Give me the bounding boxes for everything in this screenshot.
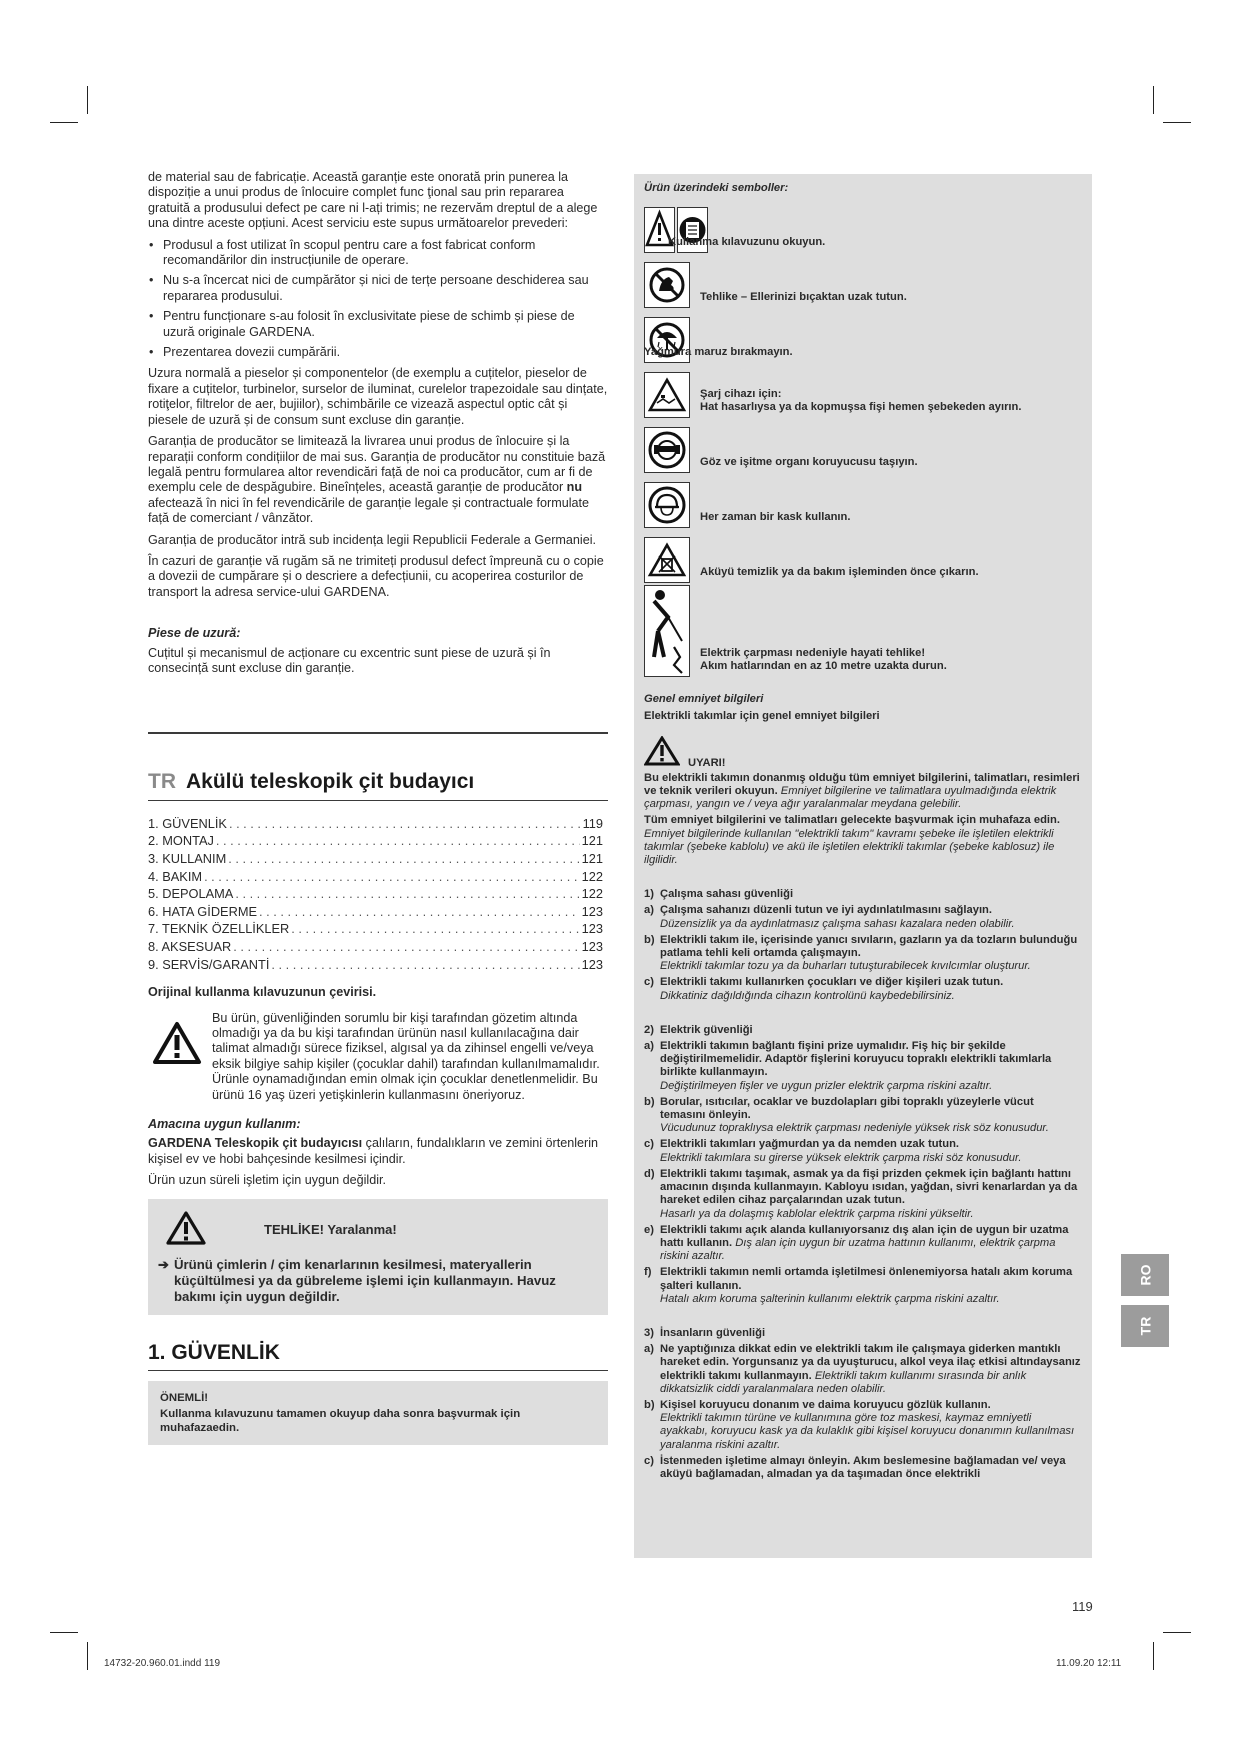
subsection-heading: 2) Elektrik güvenliği <box>644 1024 1082 1037</box>
warranty-text-2: afectează în nici în fel revendicările de garanție legale și contractuale formulate față de comerciant / vânzător. <box>148 495 590 526</box>
toc-title: 2. MONTAJ <box>148 833 214 849</box>
item-bold: Elektrikli takımı açık alanda kullanıyorsanız dış alan için de uygun bir uzatma hattı kullanın. <box>660 1223 1069 1249</box>
symbol-text-2: Hat hasarlıysa ya da kopmuşsa fişi hemen şebekeden ayırın. <box>700 401 1022 413</box>
item-bold: Elektrikli takımları yağmurdan ya da nemden uzak tutun. <box>660 1138 960 1151</box>
crop-mark <box>50 1632 78 1633</box>
symbol-row <box>634 363 1092 418</box>
item-bold: Elektrikli takım ile, içerisinde yanıcı sıvıların, gazların ya da tozların bulunduğu patlama tehli keli ortamda çalışmayın. <box>660 933 1078 960</box>
danger-box <box>148 1199 608 1315</box>
list-item <box>644 1455 1082 1481</box>
toc-row[interactable] <box>148 885 603 903</box>
toc-row[interactable] <box>148 920 603 938</box>
warning-bold: Bu elektrikli takımın donanmış olduğu tüm emniyet bilgilerini, talimatları, resimleri ve teknik verileri okuyun. <box>644 771 1080 798</box>
toc-title: 1. GÜVENLİK <box>148 815 227 831</box>
item-italic: Hatalı akım koruma şalterinin kullanımı elektrik çarpma riskini azaltır. <box>660 1292 1000 1305</box>
symbol-text-group <box>700 388 1021 418</box>
law-paragraph: Garanția de producător intră sub incidența legii Republicii Federale a Germaniei. <box>148 532 597 547</box>
symbol-row <box>634 473 1092 528</box>
toc-page: 122 <box>581 886 603 902</box>
list-item <box>644 1343 1082 1396</box>
list-item: • Pentru funcționare s-au folosit în exclusivitate piese de schimb și piese de uzură originale GARDENA. <box>148 309 608 340</box>
subsection-title: Elektrik güvenliği <box>660 1023 753 1036</box>
conditions-list <box>148 238 608 361</box>
subsection-heading: 1) Çalışma sahası güvenliği <box>644 888 1082 901</box>
intended-use-bold: GARDENA Teleskopik çit budayıcısı <box>148 1136 363 1151</box>
wear-parts-text: Cuțitul și mecanismul de acționare cu excentric sunt piese de uzură și în consecință sunt excluse din garanție. <box>148 645 551 675</box>
item-letter: b) <box>644 1095 655 1108</box>
item-italic: Elektrikli takımlara su girerse yüksek elektrik çarpma riski söz konusudur. <box>660 1151 1022 1164</box>
item-italic: Dış alan için uygun bir uzatma hattının kullanımı, elektrik çarpma riskini azaltır. <box>660 1236 1056 1263</box>
danger-header <box>158 1211 598 1249</box>
item-bold: Çalışma sahanızı düzenli tutun ve iyi aydınlatılmasını sağlayın. <box>660 904 992 917</box>
hand-blade-icon <box>644 262 690 308</box>
item-italic: Elektrikli takımın türüne ve kullanımına göre toz maskesi, kaymaz emniyetli ayakkabı, koruyucu kask ya da kulaklık gibi kişisel koruyucu donanımın kullanılması yaralanma riskini azaltır. <box>660 1412 1075 1451</box>
toc-title: 7. TEKNİK ÖZELLİKLER <box>148 921 290 937</box>
item-bold: Kişisel koruyucu donanım ve daima koruyucu gözlük kullanın. <box>660 1398 991 1411</box>
list-item <box>644 1399 1082 1452</box>
toc-title: 4. BAKIM <box>148 868 203 884</box>
toc-title: 8. AKSESUAR <box>148 938 232 954</box>
page-number: 119 <box>1072 1599 1093 1614</box>
warning-italic: Emniyet bilgilerine ve talimatlara uyulmadığında elektrik çarpması, yangın ve / veya ağır yaralanmalar meydana gelebilir. <box>644 785 1057 811</box>
intro-paragraph: de material sau de fabricație. Această garanție este onorată prin punerea la dispoziție a unui produs de înlocuire complet func ţional sau prin repararea gratuită a produsului defect pe care ni l-ați trimis; ne rezervăm dreptul de a alege una dintre aceste opțiuni. Acest serviciu este supus următoarelor prevederi: <box>148 170 598 231</box>
general-safety-section <box>634 693 1092 1481</box>
toc-page: 122 <box>581 868 603 884</box>
symbol-row <box>634 528 1092 583</box>
claims-paragraph: În cazuri de garanție vă rugăm să ne trimiteți produsul defect împreună cu o copie a dovezii de cumpărare și o descriere a defecțiunii, cu acoperirea costurilor de transport la adresa service-ului GARDENA. <box>148 553 604 599</box>
item-italic: Düzensizlik ya da aydınlatmasız çalışma sahası kazalara neden olabilir. <box>660 917 1015 930</box>
subsection-title: İnsanların güvenliği <box>660 1326 766 1339</box>
item-bold: Elektrikli takımın nemli ortamda işletilmesi önlenemiyorsa hatalı akım koruma şalteri kullanın. <box>660 1266 1073 1292</box>
warning-icon <box>166 1211 206 1249</box>
crop-mark <box>87 1642 88 1670</box>
item-italic: Dikkatiniz dağıldığında cihazın kontrolünü kaybedebilirsiniz. <box>660 989 955 1002</box>
list-item: • Nu s-a încercat nici de cumpărător și nici de terțe persoane deschiderea sau repararea produsului. <box>148 273 608 304</box>
list-item <box>644 1224 1082 1264</box>
toc-page: 121 <box>581 833 603 849</box>
symbol-row <box>634 308 1092 363</box>
tab-ro[interactable] <box>1121 1254 1169 1296</box>
item-letter: c) <box>644 1138 654 1151</box>
section-heading: 1. GÜVENLİK <box>148 1335 608 1371</box>
intended-use-heading: Amacına uygun kullanım: <box>148 1116 301 1131</box>
crop-mark <box>87 86 88 114</box>
item-letter: d) <box>644 1167 655 1180</box>
warning-paragraph <box>644 772 1082 812</box>
item-italic: Elektrikli takım kullanımı sırasında bir anlık dikkatsizlik ciddi yaralanmalara neden olabilir. <box>660 1369 1027 1395</box>
toc-row[interactable] <box>148 850 603 868</box>
toc-page: 123 <box>581 903 603 919</box>
warning-block <box>148 1011 608 1103</box>
item-italic: Hasarlı ya da dolaşmış kablolar elektrik çarpma riskini yükseltir. <box>660 1207 974 1220</box>
toc-title: 9. SERVİS/GARANTİ <box>148 956 270 972</box>
list-item <box>644 1168 1082 1221</box>
intended-use-text-2: Ürün uzun süreli işletim için uygun değildir. <box>148 1173 386 1188</box>
toc-row[interactable] <box>148 815 603 833</box>
tab-label: RO <box>1137 1264 1153 1286</box>
item-bold: Elektrikli takımı kullanırken çocukları ve diğer kişileri uzak tutun. <box>660 976 1004 989</box>
toc-title: 6. HATA GİDERME <box>148 903 258 919</box>
danger-instruction <box>158 1257 598 1305</box>
item-letter: a) <box>644 904 654 917</box>
footer-file: 14732-20.960.01.indd 119 <box>104 1658 221 1669</box>
item-letter: c) <box>644 1454 654 1467</box>
item-italic: Elektrikli takımlar tozu ya da buharları tutuşturabilecek kıvılcımlar oluşturur. <box>660 960 1031 973</box>
item-bold: İstenmeden işletime almayı önleyin. Akım beslemesine bağlamadan ve/ veya aküyü bağlamadan, almadan ya da taşımadan önce elektrikli <box>660 1454 1066 1480</box>
list-item <box>644 1096 1082 1136</box>
helmet-icon <box>644 482 690 528</box>
warranty-text-1: Garanția de producător se limitează la livrarea unui produs de înlocuire și la reparații conform condițiilor de mai sus. Garanția de producător nu constituie bază legală pentru formularea altor revendicări față de noi ca producător, cum ar fi de exemplu cele de despăgubire. Bineînțeles, această garanție de producător <box>148 434 606 495</box>
list-item <box>644 1040 1082 1093</box>
subsection-heading: 3) İnsanların güvenliği <box>644 1327 1082 1340</box>
list-item <box>644 1138 1082 1164</box>
symbols-heading: Ürün üzerindeki semboller: <box>644 182 789 194</box>
toc-row[interactable] <box>148 938 603 956</box>
item-letter: e) <box>644 1223 654 1236</box>
item-bold: Borular, ısıtıcılar, ocaklar ve buzdolapları gibi topraklı yüzeylerle vücut temasını önleyin. <box>660 1095 1034 1122</box>
list-item <box>644 1266 1082 1306</box>
item-letter: a) <box>644 1343 654 1356</box>
keep-instructions-paragraph <box>644 814 1082 867</box>
toc-row[interactable] <box>148 832 603 850</box>
item-bold: Elektrikli takımı taşımak, asmak ya da fişi prizden çekmek için bağlantı hattını amacının dışında kullanmayın. Kabloyu ısıdan, yağdan, sivri kenarlardan ya da hareket edilen cihaz parçalarından uzak tutun. <box>660 1167 1078 1207</box>
crop-mark <box>1153 1642 1154 1670</box>
list-item <box>644 976 1082 1002</box>
item-italic: Değiştirilmeyen fişler ve uygun prizler elektrik çarpma riskini azaltır. <box>660 1079 993 1092</box>
footer-date: 11.09.20 12:11 <box>1056 1658 1122 1669</box>
symbol-text: Tehlike – Ellerinizi bıçaktan uzak tutun. <box>700 291 907 303</box>
list-item <box>644 904 1082 930</box>
crop-mark <box>1153 86 1154 114</box>
warning-heading-row <box>644 736 1082 770</box>
subsection-title: Çalışma sahası güvenliği <box>660 888 794 901</box>
symbol-text: Aküyü temizlik ya da bakım işleminden önce çıkarın. <box>700 566 979 578</box>
right-column <box>634 174 1092 1558</box>
toc-row[interactable] <box>148 868 603 886</box>
toc-page: 123 <box>581 938 603 954</box>
symbol-text: Kullanma kılavuzunu okuyun. <box>668 236 826 248</box>
toc-row[interactable] <box>148 903 603 921</box>
symbol-row <box>634 205 1092 253</box>
item-italic: Vücudunuz topraklıysa elektrik çarpması nedeniyle yüksek risk söz konusudur. <box>660 1122 1049 1135</box>
charger-warning-icon <box>644 372 690 418</box>
danger-label: TEHLİKE! Yaralanma! <box>264 1222 397 1238</box>
important-box <box>148 1381 608 1445</box>
symbol-text: Göz ve işitme organı koruyucusu taşıyın. <box>700 456 918 468</box>
keep-bold: Tüm emniyet bilgilerini ve talimatları gelecekte başvurmak için muhafaza edin. <box>644 814 1060 827</box>
intended-use-text <box>148 1136 608 1167</box>
crop-mark <box>1163 122 1191 123</box>
toc-title: 5. DEPOLAMA <box>148 886 234 902</box>
important-text: Kullanma kılavuzunu tamamen okuyup daha sonra başvurmak için muhafazaedin. <box>160 1408 521 1435</box>
general-safety-subheading: Elektrikli takımlar için genel emniyet bilgileri <box>644 710 880 723</box>
item-letter: a) <box>644 1040 654 1053</box>
wear-paragraph: Uzura normală a pieselor și componentelor (de exemplu a cuțitelor, pieselor de fixare a cuțitelor, turbinelor, surselor de iluminat, curelelor trapezoidale sau dințate, rotiţelor, filtrelor de aer, bujiilor), schimbările ce vizează aspectul optic cât și piesele de uzură și de consum sunt excluse din garanție. <box>148 366 608 427</box>
toc-page: 121 <box>581 850 603 866</box>
table-of-contents <box>148 815 603 973</box>
warning-icon <box>152 1021 202 1069</box>
symbol-text: Elektrik çarpması nedeniyle hayati tehlike! <box>700 646 926 659</box>
title-text: Akülü teleskopik çit budayıcı <box>186 770 475 794</box>
item-letter: f) <box>644 1266 652 1279</box>
wear-parts-heading: Piese de uzură: <box>148 626 241 641</box>
toc-title: 3. KULLANIM <box>148 850 227 866</box>
warranty-paragraph <box>148 434 608 526</box>
toc-row[interactable] <box>148 956 603 974</box>
eye-ear-protection-icon <box>644 427 690 473</box>
toc-page: 119 <box>582 815 603 831</box>
general-safety-heading: Genel emniyet bilgileri <box>644 693 764 706</box>
list-item: • Produsul a fost utilizat în scopul pentru care a fost fabricat conform recomandărilor din instrucțiunile de operare. <box>148 238 608 269</box>
warranty-bold-word: nu <box>566 480 583 495</box>
translation-note: Orijinal kullanma kılavuzunun çevirisi. <box>148 985 377 1000</box>
item-letter: b) <box>644 1398 655 1411</box>
symbol-row <box>634 418 1092 473</box>
item-letter: c) <box>644 976 654 989</box>
toc-page: 123 <box>581 956 603 972</box>
symbol-row <box>634 253 1092 308</box>
crop-mark <box>1163 1632 1191 1633</box>
warning-icon <box>644 736 680 770</box>
important-heading: ÖNEMLİ! <box>160 1392 209 1405</box>
list-item: • Prezentarea dovezii cumpărării. <box>148 345 608 360</box>
symbol-text: Her zaman bir kask kullanın. <box>700 511 851 523</box>
symbol-row <box>634 583 1092 677</box>
power-line-icon <box>644 585 690 677</box>
left-column <box>148 170 608 1445</box>
symbol-text-group <box>700 647 947 677</box>
warning-label: UYARI! <box>688 756 726 769</box>
keep-italic: Emniyet bilgilerinde kullanılan "elektrikli takım" kavramı şebeke ile işletilen elektrikli takımlar (şebeke kablolu) ve akü ile işletilen elektrikli takımlar (şebeke kablosuz) ile ilgilidir. <box>644 827 1055 867</box>
warning-text: Bu ürün, güvenliğinden sorumlu bir kişi tarafından gözetim altında olmadığı ya da bu kişi tarafından ürünün nasıl kullanılacağına dair talimat almadığı sürece fiziksel, algısal ya da zihinsel engelli ve/veya eksik bilgiye sahip kişiler (çocuklar dahil) tarafından kullanılmamalıdır. Ürünle oynamadığından emin olmak için çocuklar denetlenmelidir. Bu ürünü 16 yaş üzeri yetişkinlerin kullanmasını öneriyoruz. <box>212 1010 600 1102</box>
danger-text: Ürünü çimlerin / çim kenarlarının kesilmesi, materyallerin küçültülmesi ya da gübreleme işlemi için kullanmayın. Havuz bakımı için uygun değildir. <box>174 1257 556 1304</box>
page-title <box>148 760 608 800</box>
item-bold: Ne yaptığınıza dikkat edin ve elektrikli takım ile çalışmaya giderken mantıklı hareket edin. Yorgunsanız ya da uyuşturucu, alkol veya ilaç etkisi altındaysanız elektrikli takımı kullanmayın. <box>660 1343 1081 1382</box>
symbol-text: Şarj cihazı için: <box>700 387 782 400</box>
remove-battery-icon <box>644 537 690 583</box>
crop-mark <box>50 122 78 123</box>
tab-tr[interactable] <box>1121 1305 1169 1347</box>
symbol-text-2: Akım hatlarından en az 10 metre uzakta durun. <box>700 660 947 672</box>
intended-use-rest: çalıların, fundalıkların ve zemini örtenlerin kişisel ev ve hobi bahçesinde kesilmesi içindir. <box>148 1136 599 1166</box>
list-item <box>644 934 1082 974</box>
arrow-icon: ➔ <box>158 1257 170 1272</box>
item-letter: b) <box>644 933 655 946</box>
item-bold: Elektrikli takımın bağlantı fişini prize uymalıdır. Fiş hiç bir şekilde değiştirilmemelidir. Adaptör fişlerini koruyucu topraklı elektrikli takımlarla birlikte kullanmayın. <box>660 1040 1052 1079</box>
symbol-text: Yağmura maruz bırakmayın. <box>644 346 793 358</box>
language-code: TR <box>148 770 176 794</box>
toc-page: 123 <box>581 921 603 937</box>
tab-label: TR <box>1136 1316 1153 1336</box>
